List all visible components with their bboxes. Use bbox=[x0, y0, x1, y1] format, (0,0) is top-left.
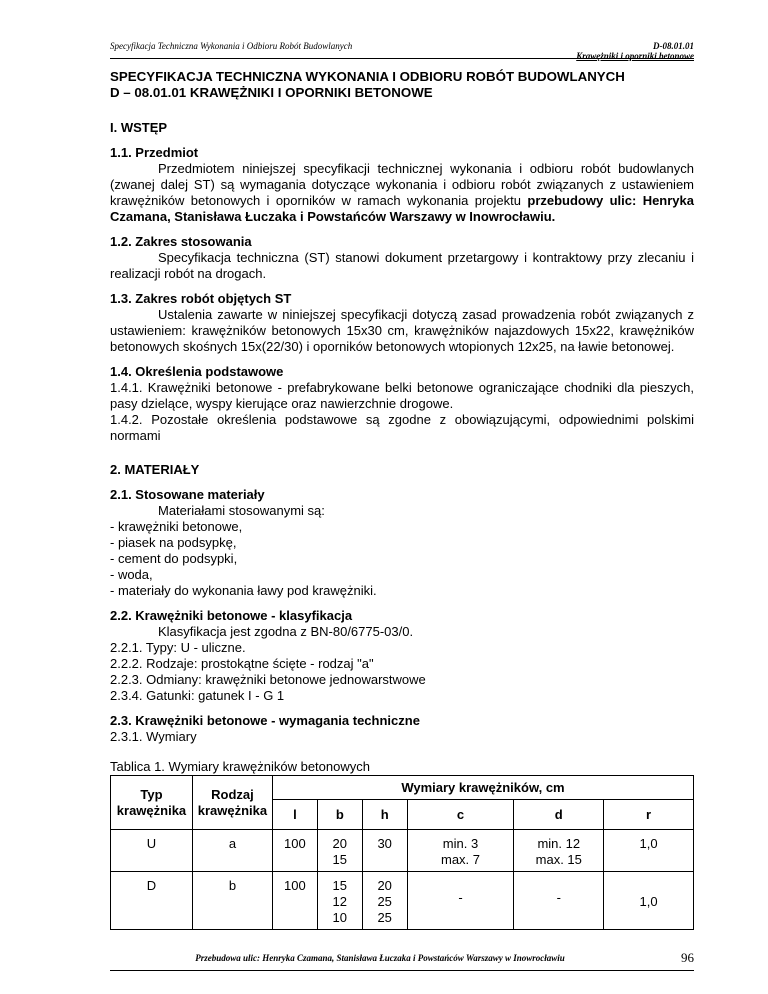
cell: U bbox=[111, 830, 193, 872]
list-item: - krawężniki betonowe, bbox=[110, 519, 243, 534]
col-l: l bbox=[272, 800, 317, 830]
paragraph-1-4-1: 1.4.1. Krawężniki betonowe - prefabrykowane belki betonowe ograniczające chodniki dla pieszych, pasy dzielące, wyspy kierujące oraz nawierzchnie drogowe. bbox=[110, 380, 694, 411]
cell: min. 12 max. 15 bbox=[514, 830, 604, 872]
header-code: D-08.01.01 bbox=[653, 41, 694, 51]
col-c: c bbox=[407, 800, 514, 830]
header-dimensions: Wymiary krawężników, cm bbox=[272, 776, 693, 800]
header-left: Specyfikacja Techniczna Wykonania i Odbioru Robót Budowlanych bbox=[110, 41, 353, 51]
cell: - bbox=[407, 872, 514, 930]
table-row bbox=[111, 830, 694, 872]
col-d: d bbox=[514, 800, 604, 830]
table-row bbox=[111, 872, 694, 930]
header-kind: Rodzaj krawężnika bbox=[192, 776, 272, 830]
header-type: Typ krawężnika bbox=[111, 776, 193, 830]
footer-rule bbox=[110, 970, 694, 971]
cell: 100 bbox=[272, 872, 317, 930]
list-item: 2.2.1. Typy: U - uliczne. bbox=[110, 640, 246, 655]
col-h: h bbox=[362, 800, 407, 830]
header-subtitle: Krawężniki i oporniki betonowe bbox=[576, 51, 694, 61]
cell: - bbox=[514, 872, 604, 930]
list-item: - piasek na podsypkę, bbox=[110, 535, 237, 550]
table-caption: Tablica 1. Wymiary krawężników betonowych bbox=[110, 759, 370, 774]
list-item: - cement do podsypki, bbox=[110, 551, 238, 566]
classification-line: Klasyfikacja jest zgodna z BN-80/6775-03/0. bbox=[158, 624, 414, 639]
heading-1-2: 1.2. Zakres stosowania bbox=[110, 234, 252, 249]
cell: min. 3 max. 7 bbox=[407, 830, 514, 872]
paragraph-1-2: Specyfikacja techniczna (ST) stanowi dokument przetargowy i kontraktowy przy zlecaniu i realizacji robót na drogach. bbox=[110, 250, 694, 281]
list-item: 2.2.3. Odmiany: krawężniki betonowe jednowarstwowe bbox=[110, 672, 426, 687]
cell: b bbox=[192, 872, 272, 930]
paragraph-1-3: Ustalenia zawarte w niniejszej specyfikacji dotyczą zasad prowadzenia robót związanych z ustawieniem: krawężników betonowych 15x30 cm, krawężników najazdowych 15x22, krawężników betonowych skośnych 15x(22/30) i oporników betonowych wtopionych 12x25, na ławie betonowej. bbox=[110, 307, 694, 354]
cell: D bbox=[111, 872, 193, 930]
cell: 20 25 25 bbox=[362, 872, 407, 930]
heading-1-3: 1.3. Zakres robót objętych ST bbox=[110, 291, 292, 306]
list-item: 2.3.4. Gatunki: gatunek I - G 1 bbox=[110, 688, 285, 703]
document-title: SPECYFIKACJA TECHNICZNA WYKONANIA I ODBIORU ROBÓT BUDOWLANYCH D – 08.01.01 KRAWĘŻNIKI I OPORNIKI BETONOWE bbox=[110, 69, 625, 100]
cell: 1,0 bbox=[604, 872, 694, 930]
cell: 100 bbox=[272, 830, 317, 872]
section-2-heading: 2. MATERIAŁY bbox=[110, 462, 200, 477]
heading-2-3: 2.3. Krawężniki betonowe - wymagania techniczne bbox=[110, 713, 420, 728]
heading-2-1: 2.1. Stosowane materiały bbox=[110, 487, 265, 502]
materials-intro: Materiałami stosowanymi są: bbox=[158, 503, 325, 518]
document-page bbox=[110, 38, 694, 930]
dimensions-line: 2.3.1. Wymiary bbox=[110, 729, 197, 744]
heading-2-2: 2.2. Krawężniki betonowe - klasyfikacja bbox=[110, 608, 353, 623]
col-r: r bbox=[604, 800, 694, 830]
list-item: - materiały do wykonania ławy pod krawężniki. bbox=[110, 583, 377, 598]
footer-text: Przebudowa ulic: Henryka Czamana, Stanisława Łuczaka i Powstańców Warszawy w Inowrocławiu bbox=[195, 953, 565, 963]
list-item: - woda, bbox=[110, 567, 153, 582]
page-number: 96 bbox=[681, 950, 694, 965]
curb-dimensions-table bbox=[110, 775, 694, 930]
paragraph-1-1: Przedmiotem niniejszej specyfikacji technicznej wykonania i odbioru robót budowlanych (zwanej dalej ST) są wymagania dotyczące wykonania i odbioru robót związanych z ustawieniem krawężników betonowych i oporników w ramach wykonania projektu przebudowy ulic: Henryka Czamana, Stanisława Łuczaka i Powstańców Warszawy w Inowrocławiu. bbox=[110, 161, 694, 224]
cell: 20 15 bbox=[317, 830, 362, 872]
running-header bbox=[110, 38, 694, 59]
list-item: 2.2.2. Rodzaje: prostokątne ścięte - rodzaj "a" bbox=[110, 656, 374, 671]
cell: a bbox=[192, 830, 272, 872]
section-1-heading: I. WSTĘP bbox=[110, 120, 168, 135]
cell: 15 12 10 bbox=[317, 872, 362, 930]
heading-1-4: 1.4. Określenia podstawowe bbox=[110, 364, 284, 379]
heading-1-1: 1.1. Przedmiot bbox=[110, 145, 199, 160]
paragraph-1-4-2: 1.4.2. Pozostałe określenia podstawowe są zgodne z obowiązującymi, odpowiednimi polskimi normami bbox=[110, 412, 694, 443]
cell: 30 bbox=[362, 830, 407, 872]
col-b: b bbox=[317, 800, 362, 830]
cell: 1,0 bbox=[604, 830, 694, 872]
